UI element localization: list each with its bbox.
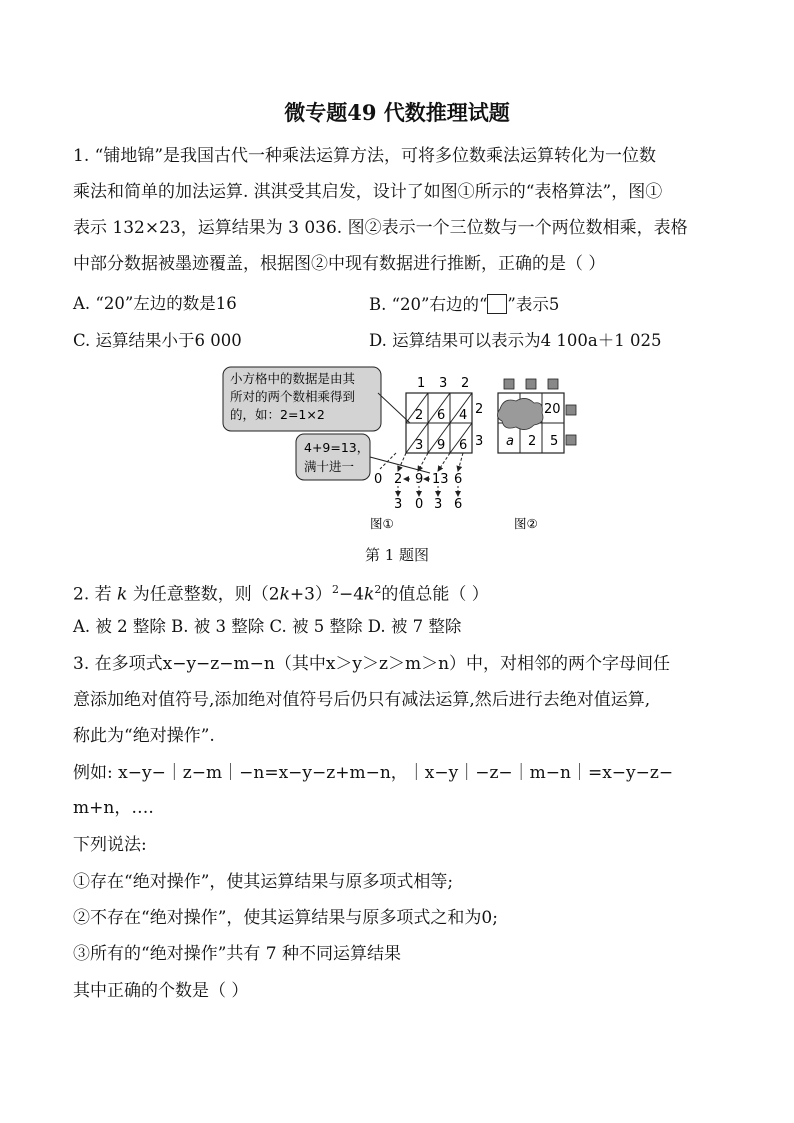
fig1-sum-2: 9 <box>415 472 424 487</box>
q3-line-3: 称此为“绝对操作”. <box>73 726 215 746</box>
callout2-line-1: 4+9=13， <box>304 440 370 455</box>
q1-line-4: 中部分数据被墨迹覆盖，根据图②中现有数据进行推断，正确的是（ ） <box>73 254 606 274</box>
ink-smudge-icon <box>497 398 543 429</box>
q1-option-c[interactable]: C. 运算结果小于6 000 <box>73 331 242 350</box>
blank-square-icon <box>487 294 507 314</box>
fig1-result-2: 3 <box>434 497 443 512</box>
fig1-sum-1: 2 <box>394 472 403 487</box>
fig1-top-digit-1: 1 <box>417 376 426 391</box>
fig1-sum-4: 6 <box>454 472 463 487</box>
q3-line-2: 意添加绝对值符号,添加绝对值符号后仍只有减法运算,然后进行去绝对值运算, <box>73 690 651 710</box>
fig1-top-digit-2: 3 <box>439 376 448 391</box>
fig1-cell-r2c1: 3 <box>415 438 424 453</box>
fig1-top-digit-3: 2 <box>461 376 470 391</box>
ink-blot-icon <box>566 405 576 415</box>
figure-1-grid <box>370 376 483 531</box>
fig1-sum-0: 0 <box>374 472 383 487</box>
q3-statement-2: ②不存在“绝对操作”，使其运算结果与原多项式之和为0; <box>73 908 498 928</box>
callout1-line-2: 所对的两个数相乘得到 <box>230 389 356 404</box>
fig1-label: 图① <box>370 516 394 531</box>
fig2-label: 图② <box>514 516 538 531</box>
q3-statement-1: ①存在“绝对操作”，使其运算结果与原多项式相等; <box>73 872 454 892</box>
q3-question: 其中正确的个数是（ ） <box>73 981 249 1001</box>
fig2-cell-a: a <box>506 434 514 449</box>
q2-stem: 2. 若 k 为任意整数，则$(2k+3)^2-4k^2$的值总能（ ） <box>73 583 489 605</box>
ink-blot-icon <box>504 379 514 389</box>
q1-line-3: 表示 132×23，运算结果为 3 036. 图②表示一个三位数与一个两位数相乘，表格 <box>73 218 688 238</box>
ink-blot-icon <box>548 379 558 389</box>
fig1-cell-r1c2: 6 <box>437 408 446 423</box>
q1-option-b[interactable] <box>369 294 559 315</box>
fig1-sum-3: 13 <box>432 472 449 487</box>
fig1-cell-r2c2: 9 <box>437 438 446 453</box>
q1-figure <box>220 365 590 535</box>
ink-blot-icon <box>566 435 576 445</box>
callout-carry-note <box>296 434 430 480</box>
fig1-result-1: 0 <box>415 497 424 512</box>
figure-caption: 第 1 题图 <box>364 546 430 564</box>
q3-line-1: 3. 在多项式x−y−z−m−n（其中x＞y＞z＞m＞n）中，对相邻的两个字母间任 <box>73 654 671 674</box>
q1-option-d[interactable]: D. 运算结果可以表示为4 100a＋1 025 <box>369 331 662 350</box>
fig2-cell-20: 20 <box>544 402 561 417</box>
q2-options[interactable]: A. 被 2 整除 B. 被 3 整除 C. 被 5 整除 D. 被 7 整除 <box>73 617 462 636</box>
q1-line-1: 1. “铺地锦”是我国古代一种乘法运算方法，可将多位数乘法运算转化为一位数 <box>73 146 657 166</box>
figure-2-grid <box>497 379 576 531</box>
q1-option-a[interactable]: A. “20”左边的数是16 <box>73 294 237 313</box>
q1-line-2: 乘法和简单的加法运算. 淇淇受其启发，设计了如图①所示的“表格算法”，图① <box>73 182 663 202</box>
callout1-line-3: 的，如：2=1×2 <box>230 407 325 422</box>
q3-line-5: m+n，…. <box>73 798 154 818</box>
ink-blot-icon <box>526 379 536 389</box>
fig1-cell-r1c3: 4 <box>459 408 468 423</box>
fig1-result-0: 3 <box>394 497 403 512</box>
q1-option-b-text-pre: B. “20”右边的“ <box>369 295 488 314</box>
page-title: 微专题49 代数推理试题 <box>284 100 510 125</box>
fig1-right-digit-2: 3 <box>475 434 484 449</box>
fig1-cell-r2c3: 6 <box>459 438 468 453</box>
callout-multiplication-note <box>223 367 410 431</box>
callout2-line-2: 满十进一 <box>304 459 355 474</box>
q1-option-b-text-post: ”表示5 <box>507 295 560 314</box>
q3-line-4: 例如: x−y−｜z−m｜−n=x−y−z+m−n，｜x−y｜−z−｜m−n｜=x−y−z− <box>73 763 674 783</box>
callout1-line-1: 小方格中的数据是由其 <box>230 371 356 386</box>
fig1-cell-r1c1: 2 <box>415 408 424 423</box>
fig2-cell-2: 2 <box>528 434 537 449</box>
fig1-result-3: 6 <box>454 497 463 512</box>
q3-line-6: 下列说法: <box>73 835 147 855</box>
q3-statement-3: ③所有的“绝对操作”共有 7 种不同运算结果 <box>73 944 402 964</box>
fig1-right-digit-1: 2 <box>475 402 484 417</box>
fig2-cell-5: 5 <box>550 434 559 449</box>
